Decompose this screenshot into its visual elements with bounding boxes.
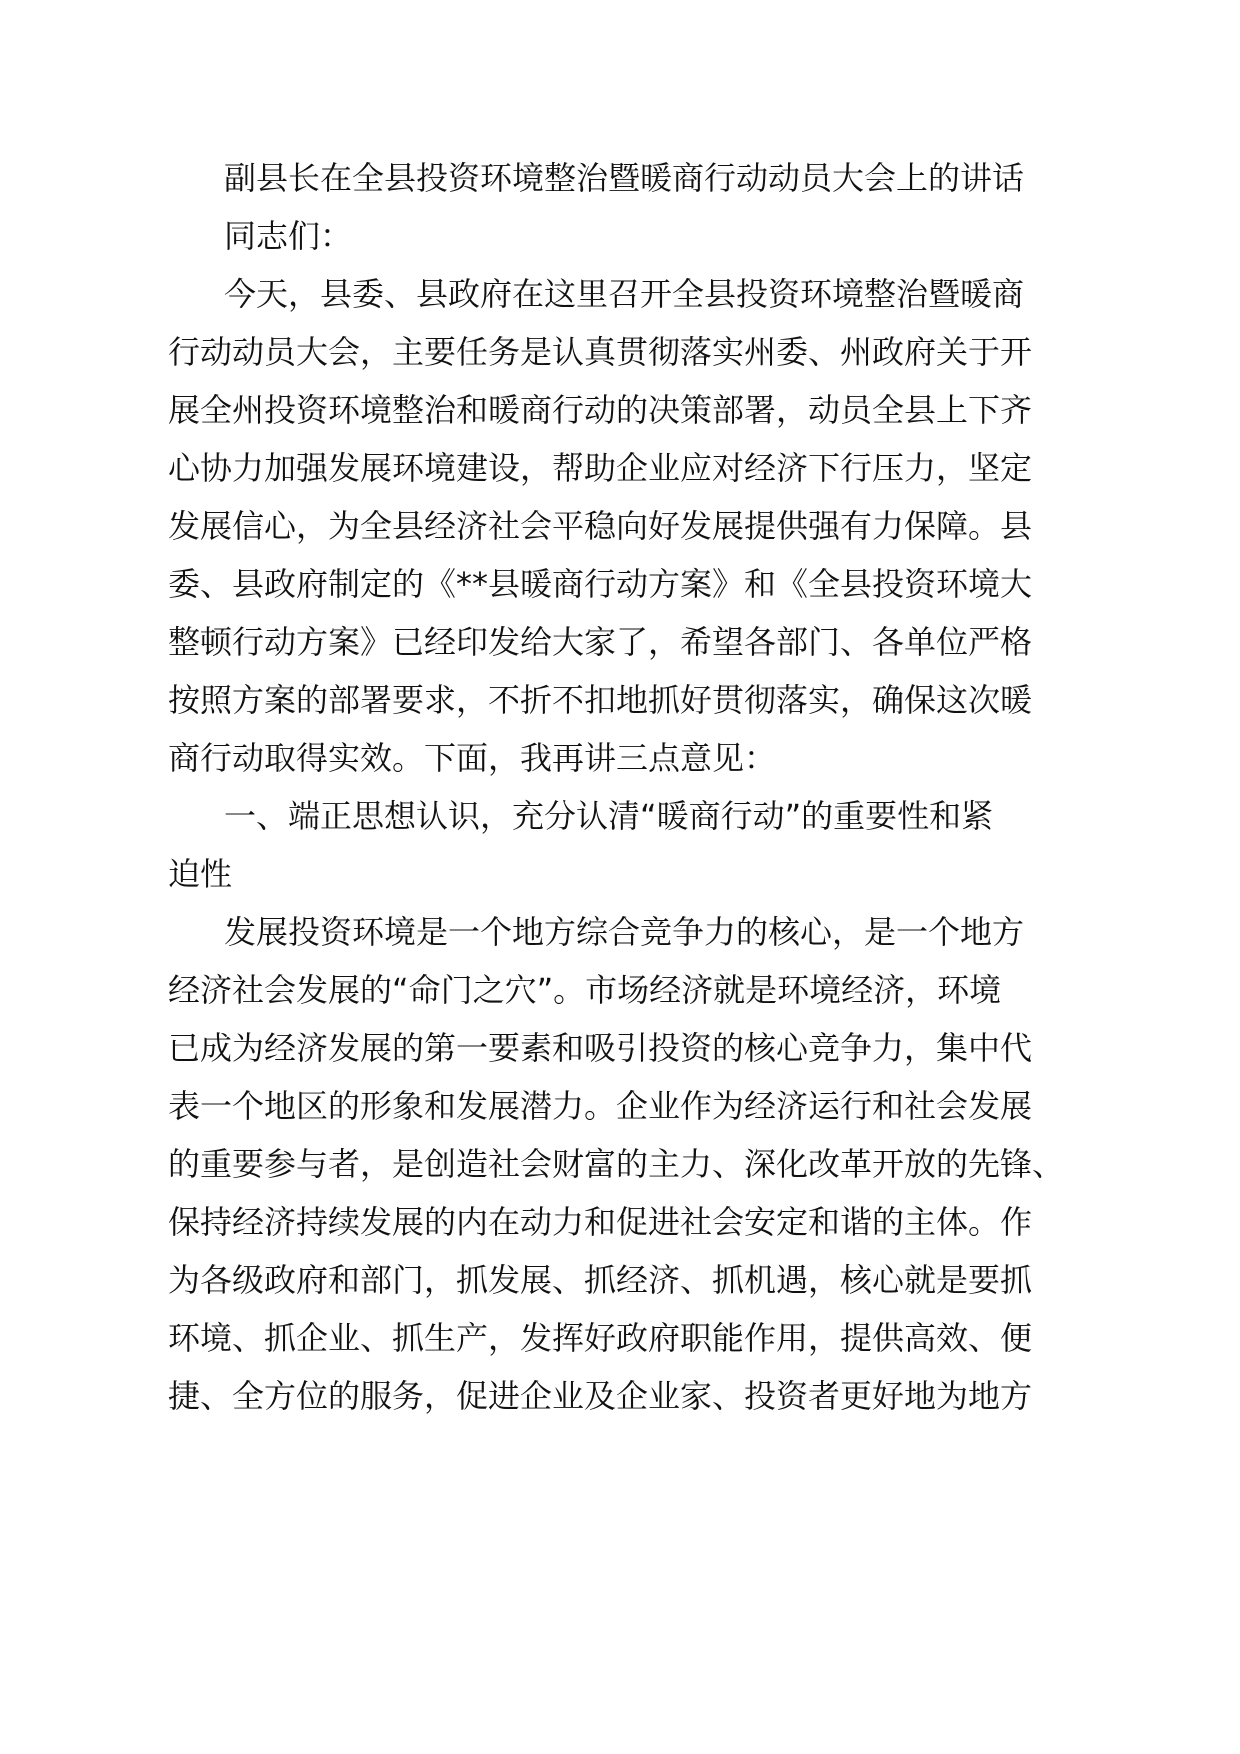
text-line: 保持经济持续发展的内在动力和促进社会安定和谐的主体。作 <box>168 1203 1033 1241</box>
salutation: 同志们： <box>224 217 353 255</box>
text-line: 心协力加强发展环境建设，帮助企业应对经济下行压力，坚定 <box>168 449 1033 487</box>
text-line: 委、县政府制定的《**县暖商行动方案》和《全县投资环境大 <box>168 565 1033 603</box>
text-line: 表一个地区的形象和发展潜力。企业作为经济运行和社会发展 <box>168 1087 1033 1125</box>
text-line: 按照方案的部署要求，不折不扣地抓好贯彻落实，确保这次暖 <box>168 681 1033 719</box>
text-line: 发展投资环境是一个地方综合竞争力的核心，是一个地方 <box>224 913 1025 951</box>
text-line: 发展信心，为全县经济社会平稳向好发展提供强有力保障。县 <box>168 507 1033 545</box>
text-line: 的重要参与者，是创造社会财富的主力、深化改革开放的先锋、 <box>168 1145 1065 1183</box>
text-line: 展全州投资环境整治和暖商行动的决策部署，动员全县上下齐 <box>168 391 1033 429</box>
text-line: 整顿行动方案》已经印发给大家了，希望各部门、各单位严格 <box>168 623 1033 661</box>
text-line: 经济社会发展的“命门之穴”。市场经济就是环境经济，环境 <box>168 971 1002 1009</box>
text-line: 环境、抓企业、抓生产，发挥好政府职能作用，提供高效、便 <box>168 1319 1033 1357</box>
document-title: 副县长在全县投资环境整治暨暖商行动动员大会上的讲话 <box>224 159 1025 197</box>
text-line: 今天，县委、县政府在这里召开全县投资环境整治暨暖商 <box>224 275 1025 313</box>
text-line: 已成为经济发展的第一要素和吸引投资的核心竞争力，集中代 <box>168 1029 1033 1067</box>
text-line: 行动动员大会，主要任务是认真贯彻落实州委、州政府关于开 <box>168 333 1033 371</box>
section-heading-continued: 迫性 <box>168 855 233 893</box>
text-line: 商行动取得实效。下面，我再讲三点意见： <box>168 739 777 777</box>
text-line: 捷、全方位的服务，促进企业及企业家、投资者更好地为地方 <box>168 1377 1033 1415</box>
section-heading: 一、端正思想认识，充分认清“暖商行动”的重要性和紧 <box>224 797 994 835</box>
text-line: 为各级政府和部门，抓发展、抓经济、抓机遇，核心就是要抓 <box>168 1261 1033 1299</box>
